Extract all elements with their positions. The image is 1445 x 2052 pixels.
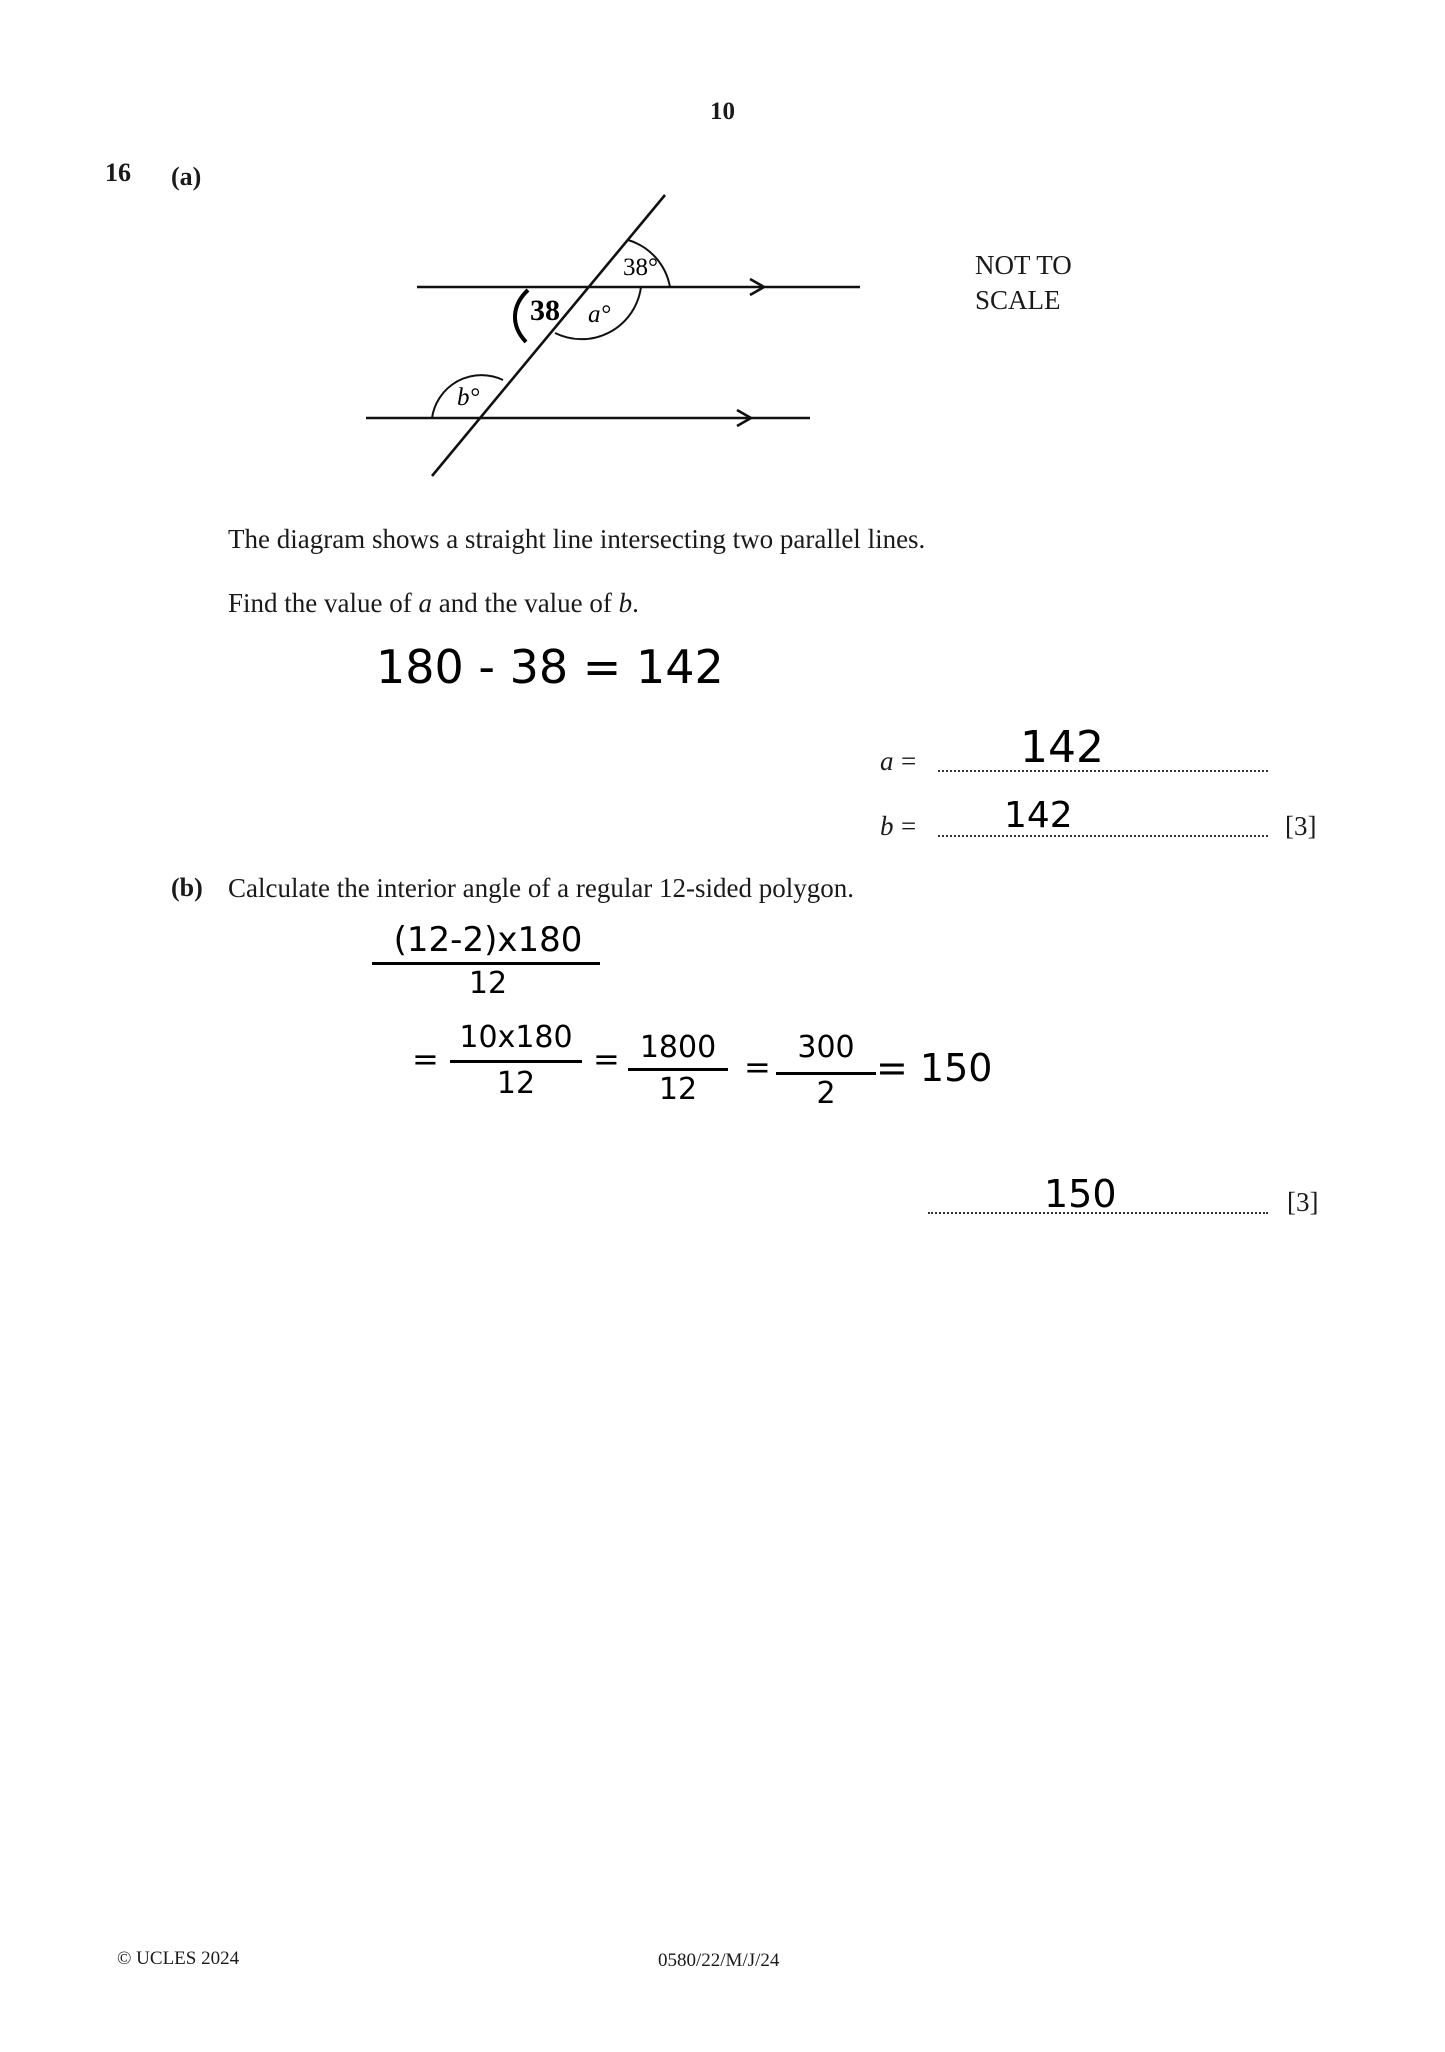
question-number: 16 xyxy=(105,158,131,187)
angle-label-b: b° xyxy=(457,384,480,411)
part-b-marks: [3] xyxy=(1287,1187,1319,1217)
working-eq-3: = xyxy=(744,1048,771,1086)
working-frac1-bar xyxy=(372,962,600,965)
answer-b-equals: = xyxy=(901,811,917,841)
working-result: = 150 xyxy=(876,1046,993,1090)
working-frac1-num: (12-2)x180 xyxy=(393,920,583,960)
answer-a-value: 142 xyxy=(1020,722,1104,773)
parallel-lines-diagram xyxy=(0,0,1445,520)
answer-b-line xyxy=(938,835,1268,837)
working-frac2-bar xyxy=(450,1060,582,1063)
working-eq-1: = xyxy=(412,1040,439,1078)
part-a-working: 180 - 38 = 142 xyxy=(376,640,724,694)
transversal-line xyxy=(432,195,665,476)
handwritten-bracket xyxy=(515,290,528,342)
angle-label-a: a° xyxy=(588,301,611,328)
working-frac4-den: 2 xyxy=(816,1076,836,1111)
working-frac2-den: 12 xyxy=(496,1066,536,1101)
working-frac3-bar xyxy=(628,1068,728,1071)
handwritten-angle-38: 38 xyxy=(530,294,560,327)
angle-label-38: 38° xyxy=(623,254,658,281)
part-b-question: Calculate the interior angle of a regular 12-sided polygon. xyxy=(228,873,855,903)
answer-a-equals: = xyxy=(901,746,917,776)
page-number: 10 xyxy=(710,98,735,125)
working-frac3-den: 12 xyxy=(658,1072,698,1107)
working-eq-2: = xyxy=(593,1040,620,1078)
not-to-scale-note: NOT TO SCALE xyxy=(975,250,1072,315)
part-a-description: The diagram shows a straight line intersecting two parallel lines. xyxy=(228,524,926,554)
working-frac4-bar xyxy=(776,1072,876,1075)
working-frac1-den: 12 xyxy=(468,966,508,1001)
working-frac2-num: 10x180 xyxy=(459,1020,573,1055)
answer-a-label: a xyxy=(880,746,894,776)
part-a-instruction: Find the value of a and the value of b. xyxy=(228,588,639,618)
answer-b-value: 142 xyxy=(1004,795,1073,836)
working-frac4-num: 300 xyxy=(797,1030,855,1065)
working-frac3-num: 1800 xyxy=(639,1030,717,1065)
part-a-label: (a) xyxy=(171,162,202,191)
part-a-marks: [3] xyxy=(1285,811,1317,841)
part-b-answer-value: 150 xyxy=(1044,1172,1117,1216)
answer-b-label: b xyxy=(880,811,894,841)
paper-code-footer: 0580/22/M/J/24 xyxy=(658,1950,780,1971)
part-b-label: (b) xyxy=(171,873,203,902)
copyright-footer: © UCLES 2024 xyxy=(117,1948,240,1969)
